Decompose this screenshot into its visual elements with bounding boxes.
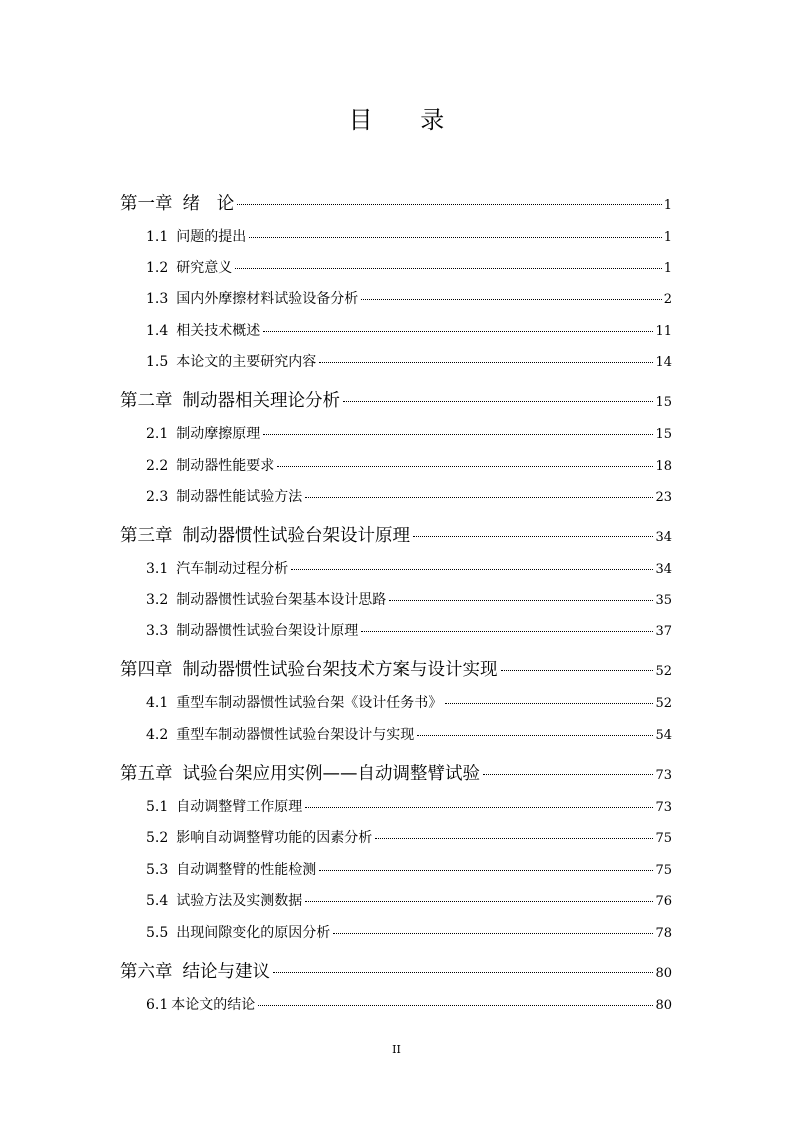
toc-page-number: 15 bbox=[655, 427, 672, 442]
dot-leader bbox=[305, 901, 653, 902]
toc-entry-number: 第一章 bbox=[120, 194, 173, 214]
toc-entry-number: 1.5 bbox=[146, 354, 169, 370]
toc-entry-label bbox=[146, 620, 358, 640]
toc-page-number: 37 bbox=[655, 624, 672, 639]
toc-entry-title: 重型车制动器惯性试验台架设计与实现 bbox=[176, 727, 415, 743]
dot-leader bbox=[361, 299, 661, 300]
toc-section-entry[interactable] bbox=[146, 351, 672, 375]
toc-section-entry[interactable] bbox=[146, 320, 672, 344]
toc-section-entry[interactable] bbox=[146, 827, 672, 851]
toc-page-number: 80 bbox=[655, 998, 672, 1013]
toc-entry-title: 制动器性能要求 bbox=[176, 458, 275, 474]
toc-entry-number: 5.4 bbox=[146, 893, 169, 909]
toc-entry-label bbox=[146, 827, 372, 847]
toc-entry-number: 5.5 bbox=[146, 925, 169, 941]
dot-leader bbox=[273, 972, 653, 973]
toc-entry-label bbox=[120, 760, 480, 785]
dot-leader bbox=[249, 237, 661, 238]
dot-leader bbox=[237, 204, 662, 205]
toc-page-number: 1 bbox=[663, 198, 672, 213]
toc-chapter-entry[interactable] bbox=[120, 190, 672, 214]
toc-entry-number: 1.3 bbox=[146, 291, 169, 307]
toc-page-number: 80 bbox=[655, 966, 672, 981]
toc-page-number: 15 bbox=[655, 395, 672, 410]
dot-leader bbox=[361, 631, 653, 632]
toc-page-number: 52 bbox=[655, 696, 672, 711]
toc-entry-title: 本论文的主要研究内容 bbox=[176, 354, 317, 370]
toc-page-number: 2 bbox=[663, 292, 672, 307]
toc-entry-number: 5.2 bbox=[146, 830, 169, 846]
toc-entry-label bbox=[120, 387, 340, 412]
toc-section-entry[interactable] bbox=[146, 724, 672, 748]
toc-entry-label bbox=[146, 724, 414, 744]
toc-entry-label bbox=[146, 257, 232, 277]
page-number: II bbox=[392, 1043, 401, 1056]
dot-leader bbox=[343, 401, 653, 402]
dot-leader bbox=[235, 268, 661, 269]
toc-entry-number: 4.1 bbox=[146, 695, 169, 711]
toc-entry-title: 重型车制动器惯性试验台架《设计任务书》 bbox=[176, 695, 443, 711]
toc-entry-number: 2.1 bbox=[146, 426, 169, 442]
toc-section-entry[interactable] bbox=[146, 257, 672, 281]
toc-entry-label bbox=[146, 859, 316, 879]
dot-leader bbox=[319, 870, 653, 871]
toc-entry-label bbox=[146, 994, 255, 1014]
toc-page-number: 52 bbox=[655, 664, 672, 679]
toc-entry-label bbox=[146, 692, 442, 712]
toc-page-number: 34 bbox=[655, 530, 672, 545]
toc-entry-number: 第四章 bbox=[120, 660, 173, 680]
toc-entry-title: 研究意义 bbox=[176, 260, 233, 276]
toc-entry-number: 1.2 bbox=[146, 260, 169, 276]
toc-page-number: 1 bbox=[663, 261, 672, 276]
toc-entry-title: 自动调整臂的性能检测 bbox=[176, 862, 317, 878]
toc-section-entry[interactable] bbox=[146, 859, 672, 883]
toc-chapter-entry[interactable] bbox=[120, 958, 672, 982]
toc-entry-title: 绪 论 bbox=[182, 194, 235, 214]
toc-entry-title: 制动器惯性试验台架技术方案与设计实现 bbox=[182, 660, 498, 680]
toc-entry-title: 制动器惯性试验台架基本设计思路 bbox=[176, 592, 387, 608]
toc-chapter-entry[interactable] bbox=[120, 387, 672, 411]
dot-leader bbox=[483, 774, 653, 775]
toc-entry-label bbox=[146, 320, 260, 340]
toc-chapter-entry[interactable] bbox=[120, 522, 672, 546]
toc-entry-label bbox=[146, 455, 274, 475]
toc-page-number: 1 bbox=[663, 230, 672, 245]
toc-page-number: 14 bbox=[655, 355, 672, 370]
toc-entry-title: 汽车制动过程分析 bbox=[176, 561, 289, 577]
toc-page-number: 23 bbox=[655, 490, 672, 505]
toc-entry-title: 制动器相关理论分析 bbox=[182, 391, 340, 411]
toc-entry-label bbox=[146, 558, 288, 578]
toc-section-entry[interactable] bbox=[146, 423, 672, 447]
toc-entry-title: 国内外摩擦材料试验设备分析 bbox=[176, 291, 359, 307]
toc-entry-number: 4.2 bbox=[146, 727, 169, 743]
toc-entry-label bbox=[146, 288, 358, 308]
toc-page-number: 34 bbox=[655, 562, 672, 577]
toc-page-number: 75 bbox=[655, 863, 672, 878]
dot-leader bbox=[305, 497, 653, 498]
toc-page-number: 78 bbox=[655, 926, 672, 941]
toc-entry-label bbox=[120, 958, 270, 983]
toc-entry-number: 1.1 bbox=[146, 229, 169, 245]
toc-entry-title: 本论文的结论 bbox=[171, 997, 256, 1013]
toc-page-number: 73 bbox=[655, 768, 672, 783]
toc-entry-label bbox=[146, 589, 386, 609]
toc-entry-number: 第二章 bbox=[120, 391, 173, 411]
toc-section-entry[interactable] bbox=[146, 922, 672, 946]
toc-entry-label bbox=[120, 190, 234, 215]
toc-section-entry[interactable] bbox=[146, 890, 672, 914]
toc-entry-number: 2.2 bbox=[146, 458, 169, 474]
toc-entry-label bbox=[146, 486, 302, 506]
toc-entry-number: 1.4 bbox=[146, 323, 169, 339]
toc-entry-number: 第三章 bbox=[120, 526, 173, 546]
toc-section-entry[interactable] bbox=[146, 796, 672, 820]
toc-entry-label bbox=[120, 522, 410, 547]
dot-leader bbox=[263, 434, 653, 435]
toc-entry-label bbox=[146, 796, 302, 816]
toc-page-number: 54 bbox=[655, 728, 672, 743]
toc-section-entry[interactable] bbox=[146, 455, 672, 479]
toc-entry-number: 3.2 bbox=[146, 592, 169, 608]
toc-entry-title: 问题的提出 bbox=[176, 229, 247, 245]
toc-title: 目 录 bbox=[348, 106, 465, 134]
toc-page-number: 18 bbox=[655, 459, 672, 474]
toc-entry-label bbox=[146, 922, 330, 942]
toc-entry-title: 制动器惯性试验台架设计原理 bbox=[182, 526, 410, 546]
dot-leader bbox=[291, 569, 653, 570]
dot-leader bbox=[305, 807, 653, 808]
toc-entry-title: 制动器性能试验方法 bbox=[176, 489, 303, 505]
toc-section-entry[interactable] bbox=[146, 589, 672, 613]
dot-leader bbox=[263, 331, 653, 332]
toc-section-entry[interactable] bbox=[146, 692, 672, 716]
toc-section-entry[interactable] bbox=[146, 620, 672, 644]
toc-entry-number: 3.3 bbox=[146, 623, 169, 639]
dot-leader bbox=[319, 362, 653, 363]
toc-entry-number: 第五章 bbox=[120, 764, 173, 784]
dot-leader bbox=[258, 1005, 653, 1006]
toc-chapter-entry[interactable] bbox=[120, 656, 672, 680]
toc-page-number: 73 bbox=[655, 800, 672, 815]
toc-entry-label bbox=[146, 423, 260, 443]
toc-entry-label bbox=[146, 890, 302, 910]
toc-page-number: 75 bbox=[655, 831, 672, 846]
toc-entry-title: 出现间隙变化的原因分析 bbox=[176, 925, 331, 941]
toc-page-number: 35 bbox=[655, 593, 672, 608]
dot-leader bbox=[501, 670, 654, 671]
toc-entry-number: 5.1 bbox=[146, 799, 169, 815]
toc-chapter-entry[interactable] bbox=[120, 760, 672, 784]
dot-leader bbox=[389, 600, 653, 601]
toc-entry-label bbox=[146, 351, 316, 371]
toc-entry-label bbox=[146, 226, 246, 246]
toc-entry-title: 自动调整臂工作原理 bbox=[176, 799, 303, 815]
dot-leader bbox=[333, 933, 653, 934]
toc-section-entry[interactable] bbox=[146, 288, 672, 312]
dot-leader bbox=[445, 703, 653, 704]
toc-entry-label bbox=[120, 656, 498, 681]
toc-entry-number: 6.1 bbox=[146, 997, 169, 1013]
dot-leader bbox=[277, 466, 653, 467]
toc-entry-title: 制动器惯性试验台架设计原理 bbox=[176, 623, 359, 639]
toc-entry-title: 试验台架应用实例——自动调整臂试验 bbox=[182, 764, 480, 784]
dot-leader bbox=[375, 838, 653, 839]
dot-leader bbox=[417, 735, 653, 736]
toc-section-entry[interactable] bbox=[146, 558, 672, 582]
toc-entry-number: 2.3 bbox=[146, 489, 169, 505]
toc-entry-title: 结论与建议 bbox=[182, 962, 270, 982]
toc-section-entry[interactable] bbox=[146, 486, 672, 510]
toc-entry-number: 3.1 bbox=[146, 561, 169, 577]
toc-section-entry[interactable] bbox=[146, 994, 672, 1018]
toc-entry-title: 制动摩擦原理 bbox=[176, 426, 261, 442]
toc-page-number: 76 bbox=[655, 894, 672, 909]
toc-section-entry[interactable] bbox=[146, 226, 672, 250]
toc-entry-number: 5.3 bbox=[146, 862, 169, 878]
toc-entry-title: 试验方法及实测数据 bbox=[176, 893, 303, 909]
toc-entry-title: 影响自动调整臂功能的因素分析 bbox=[176, 830, 373, 846]
toc-page-number: 11 bbox=[655, 324, 672, 339]
toc-entry-title: 相关技术概述 bbox=[176, 323, 261, 339]
toc-entry-number: 第六章 bbox=[120, 962, 173, 982]
dot-leader bbox=[413, 536, 653, 537]
